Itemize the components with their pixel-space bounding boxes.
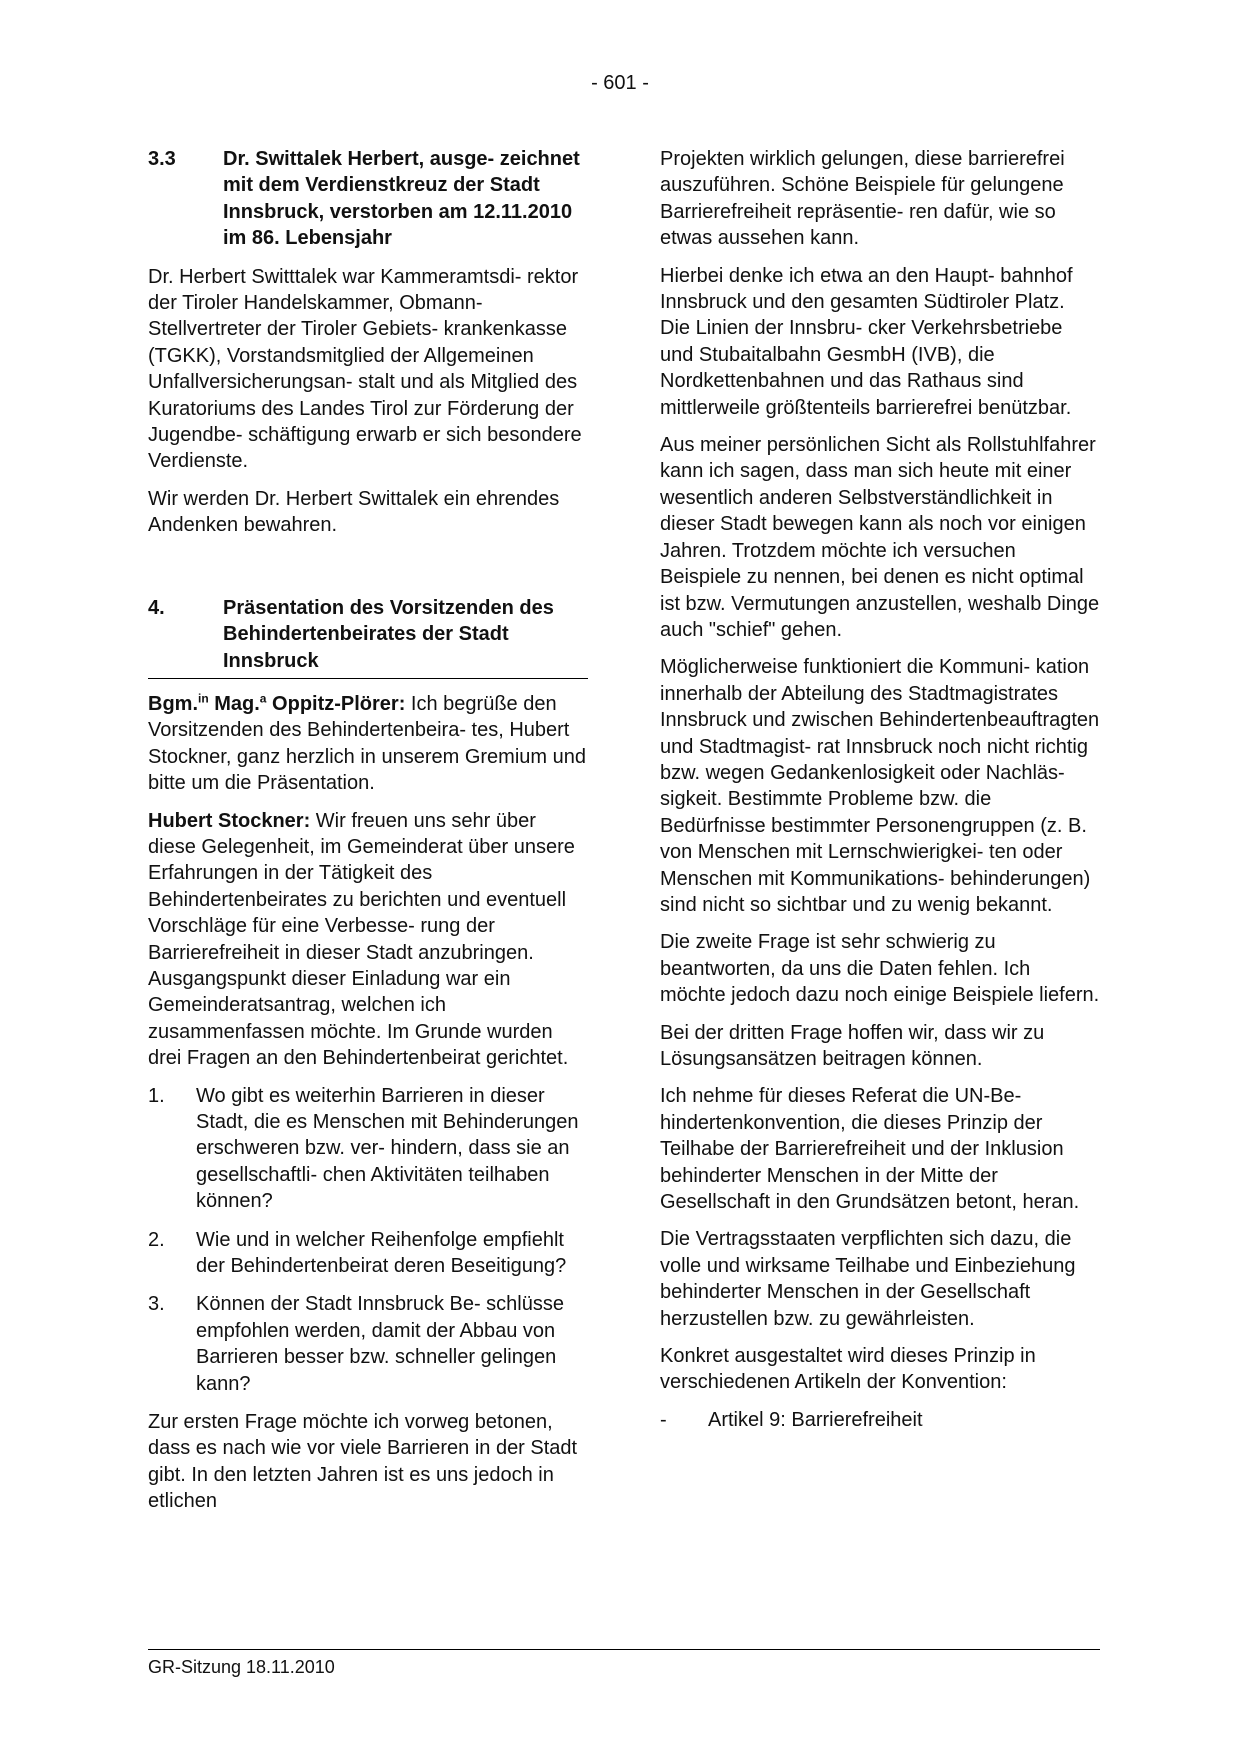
speech-paragraph <box>148 691 588 797</box>
speaker-surname: Oppitz-Plörer: <box>266 692 406 715</box>
speaker-title: Mag. <box>208 692 260 715</box>
list-item <box>148 1083 588 1215</box>
superscript: a <box>259 691 267 706</box>
section-heading-4 <box>148 595 588 679</box>
left-column <box>148 146 588 1526</box>
list-number: 2. <box>148 1228 165 1251</box>
list-item <box>148 1291 588 1397</box>
list-text: Können der Stadt Innsbruck Be- schlüsse empfohlen werden, damit der Abbau von Barrieren besser bzw. schneller gelingen kann? <box>196 1293 564 1395</box>
paragraph: Die Vertragsstaaten verpflichten sich dazu, die volle und wirksame Teilhabe und Einbeziehung behinderter Menschen in der Gesellschaft herzustellen bzw. zu gewährleisten. <box>660 1228 1076 1330</box>
paragraph: Bei der dritten Frage hoffen wir, dass wir zu Lösungsansätzen beitragen können. <box>660 1021 1045 1070</box>
page-number: - 601 - <box>591 72 649 94</box>
speech-text: Ich begrüße den Vorsitzenden des Behindertenbeira- tes, Hubert Stockner, ganz herzlich in unserem Gremium und bitte um die Präsentation. <box>148 692 586 795</box>
paragraph: Konkret ausgestaltet wird dieses Prinzip in verschiedenen Artikeln der Konvention: <box>660 1345 1036 1394</box>
right-column <box>660 146 1100 1433</box>
paragraph: Die zweite Frage ist sehr schwierig zu beantworten, da uns die Daten fehlen. Ich möchte jedoch dazu noch einige Beispiele liefern. <box>660 931 1100 1007</box>
list-item <box>148 1227 588 1280</box>
section-number: 3.3 <box>148 148 176 170</box>
footer-divider <box>148 1649 1100 1650</box>
footer-session-label: GR-Sitzung 18.11.2010 <box>148 1657 335 1677</box>
speech-paragraph <box>148 808 588 1072</box>
speaker-title: Bgm. <box>148 692 198 715</box>
paragraph: Hierbei denke ich etwa an den Haupt- bahnhof Innsbruck und den gesamten Südtiroler Platz. Die Linien der Innsbru- cker Verkehrsbetriebe und Stubaitalbahn GesmbH (IVB), die Nordkettenbahnen und das Rathaus sind mittlerweile größtenteils barrierefrei benützbar. <box>660 264 1073 419</box>
section-title: Dr. Swittalek Herbert, ausge- zeichnet mit dem Verdienstkreuz der Stadt Innsbruck, verstorben am 12.11.2010 im 86. Lebensjahr <box>223 148 580 250</box>
speaker-name <box>148 693 405 715</box>
section-number: 4. <box>148 596 165 619</box>
paragraph: Zur ersten Frage möchte ich vorweg betonen, dass es nach wie vor viele Barrieren in der Stadt gibt. In den letzten Jahren ist es uns jedoch in etlichen <box>148 1411 578 1513</box>
dash-item-text: Artikel 9: Barrierefreiheit <box>708 1408 923 1431</box>
paragraph: Ich nehme für dieses Referat die UN-Be- hindertenkonvention, die dieses Prinzip der Teilhabe der Barrierefreiheit und der Inklusion behinderter Menschen in der Mitte der Gesellschaft in den Grundsätzen betont, heran. <box>660 1085 1080 1214</box>
list-number: 1. <box>148 1084 165 1107</box>
dash-list-item <box>660 1407 1100 1433</box>
paragraph: Möglicherweise funktioniert die Kommuni- kation innerhalb der Abteilung des Stadtmagistrates Innsbruck und zwischen Behindertenbeauftragten und Stadtmagist- rat Innsbruck noch nicht richtig bzw. wegen Gedankenlosigkeit oder Nachläs- sigkeit. Bestimmte Probleme bzw. die Bedürfnisse bestimmter Personengruppen (z. B. von Menschen mit Lernschwierigkei- ten oder Menschen mit Kommunikations- behinderungen) sind nicht so sichtbar und zu wenig bekannt. <box>660 656 1100 916</box>
list-text: Wo gibt es weiterhin Barrieren in dieser Stadt, die es Menschen mit Behinderungen erschweren bzw. ver- hindern, dass sie an gesellschaftli- chen Aktivitäten teilhaben können? <box>196 1084 579 1213</box>
speaker-name: Hubert Stockner: <box>148 809 311 832</box>
section-heading-3-3 <box>148 146 588 252</box>
paragraph: Aus meiner persönlichen Sicht als Rollstuhlfahrer kann ich sagen, dass man sich heute mit einer wesentlich anderen Selbstverständlichkeit in dieser Stadt bewegen kann als noch vor einigen Jahren. Trotzdem möchte ich versuchen Beispiele zu nennen, bei denen es nicht optimal ist bzw. Vermutungen anzustellen, weshalb Dinge auch "schief" gehen. <box>660 434 1100 641</box>
paragraph: Wir werden Dr. Herbert Swittalek ein ehrendes Andenken bewahren. <box>148 487 560 537</box>
paragraph: Dr. Herbert Switttalek war Kammeramtsdi- rektor der Tiroler Handelskammer, Obmann-Stellvertreter der Tiroler Gebiets- krankenkasse (TGKK), Vorstandsmitglied der Allgemeinen Unfallversicherungsan- stalt und als Mitglied des Kuratoriums des Landes Tirol zur Förderung der Jugendbe- schäftigung erwarb er sich besondere Verdienste. <box>148 265 582 473</box>
superscript: in <box>198 691 209 706</box>
paragraph: Projekten wirklich gelungen, diese barrierefrei auszuführen. Schöne Beispiele für gelungene Barrierefreiheit repräsentie- ren dafür, wie so etwas aussehen kann. <box>660 148 1065 250</box>
section-title: Präsentation des Vorsitzenden des Behindertenbeirates der Stadt Innsbruck <box>223 596 554 672</box>
speech-text: Wir freuen uns sehr über diese Gelegenheit, im Gemeinderat über unsere Erfahrungen in der Tätigkeit des Behindertenbeirates zu berichten und eventuell Vorschläge für eine Verbesse- rung der Barrierefreiheit in dieser Stadt anzubringen. Ausgangspunkt dieser Einladung war ein Gemeinderatsantrag, welchen ich zusammenfassen möchte. Im Grunde wurden drei Fragen an den Behindertenbeirat gerichtet. <box>148 809 575 1070</box>
dash-marker: - <box>660 1408 667 1431</box>
list-text: Wie und in welcher Reihenfolge empfiehlt der Behindertenbeirat deren Beseitigung? <box>196 1228 567 1278</box>
list-number: 3. <box>148 1293 165 1316</box>
